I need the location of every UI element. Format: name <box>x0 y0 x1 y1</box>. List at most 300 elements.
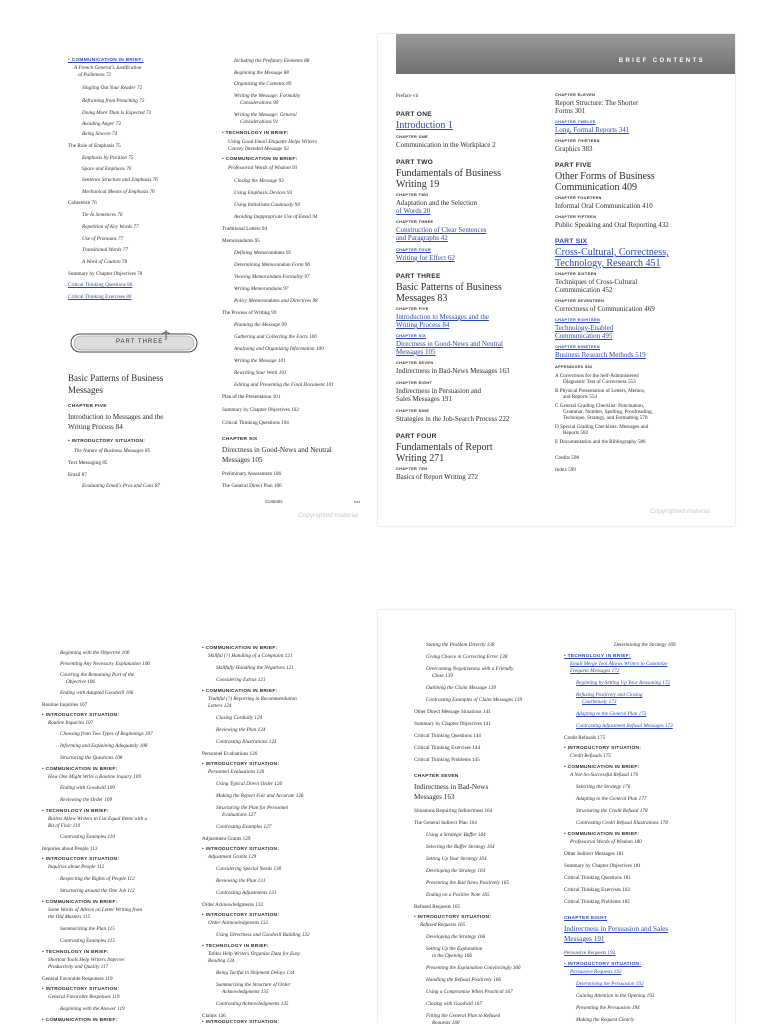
toc-entry: • TECHNOLOGY IN BRIEF: <box>222 131 289 136</box>
toc-entry: Public Speaking and Oral Reporting 432 <box>555 221 669 229</box>
toc-entry: • COMMUNICATION IN BRIEF: <box>202 689 278 694</box>
toc-entry: Singling Out Your Reader 72 <box>82 85 143 91</box>
toc-entry: Professorial Words of Wisdom 180 <box>570 839 642 845</box>
toc-entry: Inquiries about People 112 <box>48 864 105 870</box>
toc-entry: Including the Prefatory Elements 88 <box>234 58 310 64</box>
toc-entry: The Nature of Business Messages 85 <box>74 448 151 454</box>
toc-entry: Developing the Strategy 166 <box>426 934 486 940</box>
toc-entry: Summarizing the Plan 115 <box>60 926 115 932</box>
toc-entry: Routine Inquiries 107 <box>42 702 88 708</box>
toc-entry: of Politeness 72 <box>78 72 112 78</box>
toc-entry: Graphics 383 <box>555 145 593 153</box>
toc-entry: Using Good Email Etiquette Helps Writers <box>228 139 317 145</box>
copyright-watermark: Copyrighted material <box>298 512 358 519</box>
toc-entry: Technique, Strategy, and Formatting 578 <box>563 415 648 421</box>
toc-entry: • COMMUNICATION IN BRIEF: <box>42 1018 118 1023</box>
toc-entry: • TECHNOLOGY IN BRIEF: <box>42 809 109 814</box>
toc-entry: Structuring the Plan for Personnel <box>216 805 289 811</box>
toc-entry: Construction of Clear Sentences <box>396 226 487 234</box>
toc-entry: Forms 301 <box>555 107 586 115</box>
toc-entry: PART FIVE <box>555 162 592 169</box>
toc-entry: Writing for Effect 62 <box>396 254 455 262</box>
toc-entry: Fitting the General Plan to Refused <box>426 1013 501 1019</box>
toc-entry: Structuring the Questions 108 <box>60 755 123 761</box>
toc-entry: CHAPTER TWELVE <box>555 120 596 124</box>
toc-entry: Reviewing the Plan 124 <box>216 727 266 733</box>
toc-entry: • INTRODUCTORY SITUATION: <box>564 746 642 751</box>
toc-entry: APPENDIXES 552 <box>555 365 593 369</box>
toc-entry: Adaptation and the Selection <box>396 199 478 207</box>
toc-entry: Critical Thinking Questions 80 <box>68 282 133 288</box>
toc-entry: Making the Request Clearly <box>576 1017 635 1023</box>
toc-entry: Requests 168 <box>432 1020 460 1024</box>
toc-entry: CHAPTER FIVE <box>68 404 107 409</box>
toc-entry: Writing Memorandums 97 <box>234 286 289 292</box>
toc-entry: Considering Special Needs 130 <box>216 866 282 872</box>
toc-entry: Critical Thinking Exercises 182 <box>564 887 631 893</box>
toc-entry: • COMMUNICATION IN BRIEF: <box>222 157 298 162</box>
toc-entry: E Documentation and the Bibliography 586 <box>555 439 646 445</box>
toc-entry: Messages 163 <box>414 793 455 801</box>
toc-entry: Memorandums 95 <box>222 238 260 244</box>
toc-entry: Organizing the Contents 89 <box>234 81 292 87</box>
toc-entry: PART SIX <box>555 238 588 245</box>
toc-entry: Determining the Strategy 169 <box>614 642 676 648</box>
toc-entry: Indirectness in Bad-News Messages 163 <box>396 367 510 375</box>
toc-entry: Technology-Enabled <box>555 324 614 332</box>
toc-entry: Contrasting Examples 115 <box>60 938 115 944</box>
toc-entry: Messages <box>68 385 103 395</box>
toc-entry: Mechanical Means of Emphasis 76 <box>82 189 155 195</box>
toc-entry: Beginning by Setting Up Your Reasoning 172 <box>576 680 671 686</box>
toc-entry: Developing the Strategy 164 <box>426 868 486 874</box>
toc-entry: Acknowledgments 135 <box>222 989 269 995</box>
toc-entry: Selecting the Strategy 176 <box>576 784 631 790</box>
toc-entry: Adjustment Grants 129 <box>202 836 251 842</box>
toc-entry: Routine Inquiries 107 <box>48 720 94 726</box>
toc-entry: Adapting to the General Plan 173 <box>576 711 647 717</box>
toc-entry: CHAPTER FIVE <box>396 307 429 311</box>
toc-entry: Space and Emphasis 76 <box>82 166 132 172</box>
toc-entry: Sales Messages 191 <box>396 395 452 403</box>
toc-entry: Beginning the Message 88 <box>234 70 289 76</box>
toc-entry: CHAPTER THREE <box>396 220 434 224</box>
toc-entry: Skillful (?) Handling of a Complaint 121 <box>208 653 293 659</box>
toc-entry: A Corrections for the Self-Administered <box>555 373 639 379</box>
copyright-watermark: Copyrighted material <box>650 508 710 515</box>
toc-entry: Setting Up the Explanation <box>426 946 483 952</box>
toc-entry: Use of Pronouns 77 <box>82 236 124 242</box>
toc-entry: CHAPTER FOUR <box>396 248 431 252</box>
toc-entry: Introduction to Messages and the <box>396 313 489 321</box>
toc-entry: Critical Thinking Exercises 144 <box>414 745 481 751</box>
toc-entry: Informal Oral Communication 410 <box>555 202 653 210</box>
toc-entry: Presenting the Persuasion 194 <box>576 1005 640 1011</box>
toc-entry: Techniques of Cross-Cultural <box>555 278 638 286</box>
toc-entry: Summary by Chapter Objectives 102 <box>222 407 299 413</box>
toc-entry: Plan of the Presentation 101 <box>222 394 281 400</box>
toc-entry: the Old Masters 115 <box>48 914 91 920</box>
toc-entry: Diagnostic Test of Correctness 553 <box>563 379 636 385</box>
toc-entry: Summary by Chapter Objectives 141 <box>414 721 491 727</box>
toc-entry: CHAPTER EIGHTEEN <box>555 318 601 322</box>
toc-entry: Setting Up Your Strategy 164 <box>426 856 487 862</box>
toc-entry: Writing Process 84 <box>396 321 450 329</box>
toc-entry: Text Messaging 85 <box>68 460 108 466</box>
toc-entry: Reviewing the Order 109 <box>60 797 113 803</box>
toc-entry: Persuasive Requests 192 <box>564 950 616 956</box>
toc-entry: Summarizing the Structure of Order <box>216 982 291 988</box>
toc-entry: Long, Formal Reports 341 <box>555 126 630 134</box>
toc-entry: Refused Requests 165 <box>420 922 466 928</box>
toc-entry: Email Merge Tool Allows Writers to Customize <box>570 661 668 667</box>
toc-entry: Letters 124 <box>208 703 232 709</box>
toc-entry: Professorial Words of Wisdom 93 <box>228 165 298 171</box>
toc-entry: Closing with Goodwill 167 <box>426 1001 483 1007</box>
toc-entry: General Favorable Responses 119 <box>42 976 113 982</box>
toc-entry: Using Typical Direct Order 126 <box>216 781 283 787</box>
toc-entry: Outlining the Claim Message 139 <box>426 685 497 691</box>
toc-entry: CHAPTER EIGHT <box>396 381 433 385</box>
toc-entry: A French General's Justification <box>74 65 142 71</box>
toc-entry: Ending on a Positive Note 165 <box>426 892 490 898</box>
toc-entry: CHAPTER ONE <box>396 135 429 139</box>
toc-entry: in the Opening 166 <box>432 953 472 959</box>
toc-entry: Overcoming Negativeness with a Friendly <box>426 666 514 672</box>
toc-entry: Directness in Good-News and Neutral <box>222 446 332 454</box>
toc-entry: Objective 106 <box>66 679 95 685</box>
brief-contents-header-bar <box>396 34 735 74</box>
toc-entry: Preliminary Assessment 106 <box>222 471 282 477</box>
toc-entry: Using Directness and Goodwill Building 132 <box>216 932 310 938</box>
toc-entry: Summary by Chapter Objectives 181 <box>564 863 641 869</box>
toc-entry: Technology, Research 451 <box>555 258 661 269</box>
toc-entry: Messages 83 <box>396 293 448 304</box>
toc-entry: Traditional Letters 94 <box>222 226 268 232</box>
toc-entry: Writing the Message: Formality <box>234 93 301 99</box>
toc-entry: C General Grading Checklist: Punctuation, <box>555 403 645 409</box>
toc-entry: Contrasting Adjustments 131 <box>216 890 277 896</box>
toc-entry: Presenting the Explanation Convincingly 166 <box>426 965 521 971</box>
contents-page-continued-right <box>378 610 735 1024</box>
toc-entry: Tables Help Writers Organize Data for Easy <box>208 951 301 957</box>
toc-entry: • INTRODUCTORY SITUATION: <box>414 915 492 920</box>
toc-entry: Skillfully Handling the Negatives 121 <box>216 665 294 671</box>
toc-entry: Viewing Memorandum Formality 97 <box>234 274 310 280</box>
toc-entry: Fundamentals of Report <box>396 442 493 453</box>
toc-entry: Correctness of Communication 469 <box>555 305 655 313</box>
toc-entry: The Process of Writing 99 <box>222 310 277 316</box>
toc-entry: • INTRODUCTORY SITUATION: <box>68 439 146 444</box>
toc-entry: • INTRODUCTORY SITUATION: <box>202 913 280 918</box>
toc-entry: Refraining from Preaching 72 <box>82 98 145 104</box>
toc-entry: Business Research Methods 519 <box>555 351 646 359</box>
toc-entry: Covering the Remaining Part of the <box>60 672 135 678</box>
toc-entry: How One Might Write a Routine Inquiry 109 <box>48 774 141 780</box>
toc-entry: Sentence Structure and Emphasis 76 <box>82 177 158 183</box>
toc-entry: Contrasting Credit Refusal Illustrations 178 <box>576 820 668 826</box>
toc-entry: • COMMUNICATION IN BRIEF: <box>42 900 118 905</box>
toc-entry: Introduction 1 <box>396 120 453 131</box>
contents-page-continued-left <box>36 610 374 1024</box>
toc-entry: The General Direct Plan 106 <box>222 483 282 489</box>
toc-entry: Using Emphasis Devices 93 <box>234 190 293 196</box>
toc-entry: CHAPTER SEVENTEEN <box>555 299 605 303</box>
toc-entry: CHAPTER SIX <box>396 334 426 338</box>
toc-entry: Communication 409 <box>555 182 637 193</box>
toc-entry: Using Initialisms Cautiously 94 <box>234 202 300 208</box>
toc-entry: • TECHNOLOGY IN BRIEF: <box>564 654 631 659</box>
toc-entry: Coherence 76 <box>68 200 97 206</box>
toc-entry: D Special Grading Checklists: Messages and <box>555 424 649 430</box>
toc-entry: Planning the Message 99 <box>234 322 287 328</box>
toc-entry: • COMMUNICATION IN BRIEF: <box>42 767 118 772</box>
toc-entry: CHAPTER SIXTEEN <box>555 272 597 276</box>
toc-entry: The Role of Emphasis 75 <box>68 143 121 149</box>
toc-entry: Adjustment Grants 129 <box>208 854 257 860</box>
toc-entry: Avoiding Inappropriate Use of Email 94 <box>234 214 318 220</box>
toc-entry: Communication in the Workplace 2 <box>396 141 496 149</box>
toc-entry: Beginning with the Objective 106 <box>60 650 130 656</box>
toc-entry: Critical Thinking Exercises 80 <box>68 294 132 300</box>
toc-entry: • INTRODUCTORY SITUATION: <box>42 987 120 992</box>
toc-entry: CHAPTER ELEVEN <box>555 93 596 97</box>
toc-entry: Choosing from Two Types of Beginnings 107 <box>60 731 153 737</box>
toc-entry: Policy Memorandums and Directives 98 <box>234 298 318 304</box>
toc-entry: • TECHNOLOGY IN BRIEF: <box>202 944 269 949</box>
toc-entry: Strategies in the Job-Search Process 222 <box>396 415 510 423</box>
toc-entry: Writing 271 <box>396 453 445 464</box>
toc-entry: Ending with Goodwill 109 <box>60 785 115 791</box>
toc-entry: Inquiries about People 112 <box>42 846 98 852</box>
part-three-banner <box>70 330 200 356</box>
toc-entry: Communication 495 <box>555 332 613 340</box>
toc-entry: Refusing Positively and Closing <box>576 692 643 698</box>
toc-entry: • INTRODUCTORY SITUATION: <box>202 1020 280 1024</box>
toc-entry: Basic Patterns of Business <box>68 373 164 383</box>
toc-entry: B Physical Presentation of Letters, Memos, <box>555 388 646 394</box>
toc-entry: Selecting the Buffer Strategy 164 <box>426 844 495 850</box>
toc-entry: Bullets Allow Writers to List Equal Items with a <box>48 816 148 822</box>
toc-entry: Messages 105 <box>396 348 436 356</box>
toc-entry: Cross-Cultural, Correctness, <box>555 247 669 258</box>
toc-entry: Respecting the Rights of People 112 <box>60 876 135 882</box>
toc-entry: Directness in Good-News and Neutral <box>396 340 503 348</box>
toc-entry: Personnel Evaluations 126 <box>202 751 258 757</box>
toc-entry: CHAPTER SIX <box>222 437 258 442</box>
toc-entry: CHAPTER TEN <box>396 467 428 471</box>
toc-entry: Situations Requiring Indirectness 164 <box>414 808 493 814</box>
toc-entry: CHAPTER SEVEN <box>414 774 459 779</box>
toc-entry: Closing Cordially 124 <box>216 715 263 721</box>
toc-entry: • COMMUNICATION IN BRIEF: <box>564 832 640 837</box>
toc-entry: Emphasis by Position 75 <box>82 155 134 161</box>
toc-entry: PART TWO <box>396 159 434 166</box>
toc-entry: Evaluating Email's Pros and Cons 87 <box>82 483 161 489</box>
toc-entry: Defining Memorandums 95 <box>234 250 292 256</box>
toc-entry: • INTRODUCTORY SITUATION: <box>42 857 120 862</box>
toc-entry: • COMMUNICATION IN BRIEF: <box>68 58 144 63</box>
toc-entry: Critical Thinking Questions 144 <box>414 733 481 739</box>
toc-entry: CHAPTER EIGHT <box>564 916 608 921</box>
toc-entry: CHAPTER TWO <box>396 193 429 197</box>
toc-entry: Truthful (?) Reporting in Recommendation <box>208 696 297 702</box>
toc-entry: Courteously 173 <box>582 699 617 705</box>
toc-entry: Messages 191 <box>564 935 605 943</box>
toc-entry: Close 139 <box>432 673 453 679</box>
toc-entry: Using a Compromise When Practical 167 <box>426 989 513 995</box>
toc-entry: PART ONE <box>396 111 432 118</box>
running-footer: Contents <box>265 499 283 504</box>
toc-entry: Frequent Messages 172 <box>570 668 620 674</box>
toc-entry: Determining Memorandum Form 96 <box>234 262 310 268</box>
toc-entry: Indirectness in Bad-News <box>414 783 489 791</box>
toc-entry: Reading 134 <box>208 958 235 964</box>
toc-entry: Order Acknowledgments 132 <box>202 902 264 908</box>
toc-entry: Credit Refusals 175 <box>570 753 612 759</box>
toc-entry: • COMMUNICATION IN BRIEF: <box>564 765 640 770</box>
toc-entry: Writing the Message: General <box>234 112 297 118</box>
toc-entry: • TECHNOLOGY IN BRIEF: <box>42 950 109 955</box>
toc-entry: Stating the Problem Directly 138 <box>426 642 495 648</box>
toc-entry: Preface vii <box>396 93 419 99</box>
toc-entry: Writing Process 84 <box>68 423 123 431</box>
toc-entry: Beginning with the Answer 119 <box>60 1006 125 1012</box>
toc-entry: Critical Thinking Questions 104 <box>222 420 289 426</box>
toc-entry: Reports 582 <box>563 430 589 436</box>
toc-entry: A Word of Caution 78 <box>82 259 128 265</box>
toc-entry: CHAPTER FOURTEEN <box>555 196 602 200</box>
toc-entry: A Not-So-Successful Refusal 176 <box>570 772 639 778</box>
toc-entry: Indirectness in Persuasion and Sales <box>564 925 669 933</box>
part-banner-label: PART THREE <box>116 339 164 345</box>
toc-entry: Introduction to Messages and the <box>68 413 164 421</box>
toc-entry: Convey Intended Message 92 <box>228 146 289 152</box>
toc-entry: Gaining Attention in the Opening 193 <box>576 993 655 999</box>
toc-entry: Personnel Evaluations 126 <box>208 769 265 775</box>
toc-entry: Bit of Flair 110 <box>48 823 81 829</box>
toc-entry: Considerations 90 <box>240 100 279 106</box>
toc-entry: Writing 19 <box>396 179 440 190</box>
toc-entry: Basics of Report Writing 272 <box>396 473 479 481</box>
toc-entry: The General Indirect Plan 164 <box>414 820 477 826</box>
toc-entry: CHAPTER THIRTEEN <box>555 139 600 143</box>
toc-entry: CHAPTER SEVEN <box>396 361 434 365</box>
toc-entry: Some Words of Advice on Letter Writing from <box>48 907 142 913</box>
toc-entry: Refused Requests 165 <box>414 904 461 910</box>
toc-entry: Considering Extras 121 <box>216 677 266 683</box>
toc-entry: Contrasting Acknowledgments 135 <box>216 1001 289 1007</box>
toc-entry: Claims 136 <box>202 1013 226 1019</box>
toc-entry: Presenting the Bad News Positively 165 <box>426 880 509 886</box>
toc-entry: Doing More Than Is Expected 72 <box>82 110 152 116</box>
toc-entry: Communication 452 <box>555 286 613 294</box>
toc-entry: Productivity and Quality 117 <box>48 964 109 970</box>
toc-entry: Avoiding Anger 73 <box>82 121 121 127</box>
toc-entry: Critical Thinking Problems 145 <box>414 757 480 763</box>
toc-entry: Messages 105 <box>222 456 263 464</box>
toc-entry: Grammar, Number, Spelling, Proofreading, <box>563 409 653 415</box>
toc-entry: Evaluations 127 <box>222 812 256 818</box>
toc-entry: Order Acknowledgments 132 <box>208 920 269 926</box>
page-number: xxi <box>354 499 360 504</box>
brief-contents-page <box>378 34 735 526</box>
toc-entry: Contrasting Examples 110 <box>60 834 115 840</box>
toc-entry: of Words 20 <box>396 207 431 215</box>
toc-entry: Presenting Any Necessary Explanation 106 <box>60 661 150 667</box>
toc-entry: Critical Thinking Problems 182 <box>564 899 630 905</box>
toc-entry: Making the Report Fair and Accurate 126 <box>216 793 304 799</box>
toc-entry: Email 87 <box>68 472 87 478</box>
toc-entry: PART FOUR <box>396 433 437 440</box>
toc-entry: Analyzing and Organizing Information 100 <box>234 346 324 352</box>
toc-entry: Structuring around the One Job 112 <box>60 888 135 894</box>
toc-entry: General Favorable Responses 119 <box>48 994 120 1000</box>
toc-entry: • INTRODUCTORY SITUATION: <box>42 713 120 718</box>
toc-entry: Contrasting Examples 127 <box>216 824 272 830</box>
toc-entry: Handling the Refusal Positively 166 <box>426 977 501 983</box>
toc-entry: Closing the Message 93 <box>234 178 284 184</box>
toc-entry: Being Tactful in Shipment Delays 134 <box>216 970 295 976</box>
toc-entry: Summary by Chapter Objectives 78 <box>68 271 143 277</box>
toc-entry: Editing and Presenting the Final Document 101 <box>234 382 334 388</box>
toc-entry: PART THREE <box>396 273 441 280</box>
toc-entry: CHAPTER NINE <box>396 409 430 413</box>
toc-entry: Index 599 <box>555 467 576 473</box>
toc-entry: Other Direct Message Situations 141 <box>414 709 491 715</box>
toc-entry: Tie-In Sentences 76 <box>82 212 123 218</box>
toc-entry: Persuasive Requests 192 <box>570 969 622 975</box>
toc-entry: • INTRODUCTORY SITUATION: <box>202 847 280 852</box>
toc-entry: Contrasting Examples of Claim Messages 139 <box>426 697 523 703</box>
toc-entry: • INTRODUCTORY SITUATION: <box>564 962 642 967</box>
toc-entry: Critical Thinking Questions 181 <box>564 875 631 881</box>
toc-entry: • INTRODUCTORY SITUATION: <box>202 762 280 767</box>
toc-entry: Indirectness in Persuasion and <box>396 387 481 395</box>
toc-entry: Credits 598 <box>555 455 580 461</box>
toc-entry: Giving Choice in Correcting Error 138 <box>426 654 508 660</box>
toc-entry: Contrasting Illustrations 124 <box>216 739 277 745</box>
toc-entry: Being Sincere 74 <box>82 131 118 137</box>
toc-entry: Rewriting Your Work 101 <box>234 370 287 376</box>
toc-entry: Fundamentals of Business <box>396 168 501 179</box>
toc-entry: Gathering and Collecting the Facts 100 <box>234 334 317 340</box>
toc-entry: and Reports 554 <box>563 394 598 400</box>
toc-entry: Determining the Persuasion 192 <box>576 981 644 987</box>
toc-entry: Using a Strategic Buffer 164 <box>426 832 486 838</box>
toc-entry: Contrasting Adjustment Refusal Messages 173 <box>576 723 673 729</box>
toc-entry: Writing the Message 101 <box>234 358 286 364</box>
toc-entry: Basic Patterns of Business <box>396 282 502 293</box>
toc-entry: Considerations 91 <box>240 119 279 125</box>
toc-entry: Other Forms of Business <box>555 171 655 182</box>
toc-entry: Credit Refusals 175 <box>564 735 606 741</box>
toc-entry: Shortcut Tools Help Writers Improve <box>48 957 125 963</box>
brief-contents-title: BRIEF CONTENTS <box>618 58 705 64</box>
toc-entry: Repetition of Key Words 77 <box>82 224 139 230</box>
toc-entry: CHAPTER NINETEEN <box>555 345 601 349</box>
toc-entry: and Paragraphs 42 <box>396 234 448 242</box>
toc-entry: • COMMUNICATION IN BRIEF: <box>202 646 278 651</box>
toc-entry: Adapting to the General Plan 177 <box>576 796 647 802</box>
toc-entry: Ending with Adapted Goodwill 106 <box>60 690 134 696</box>
toc-entry: Informing and Explaining Adequately 108 <box>60 743 148 749</box>
toc-entry: Reviewing the Plan 131 <box>216 878 266 884</box>
toc-entry: Report Structure: The Shorter <box>555 99 639 107</box>
toc-entry: CHAPTER FIFTEEN <box>555 215 597 219</box>
contents-page-xxi <box>36 30 374 530</box>
toc-entry: Transitional Words 77 <box>82 247 129 253</box>
